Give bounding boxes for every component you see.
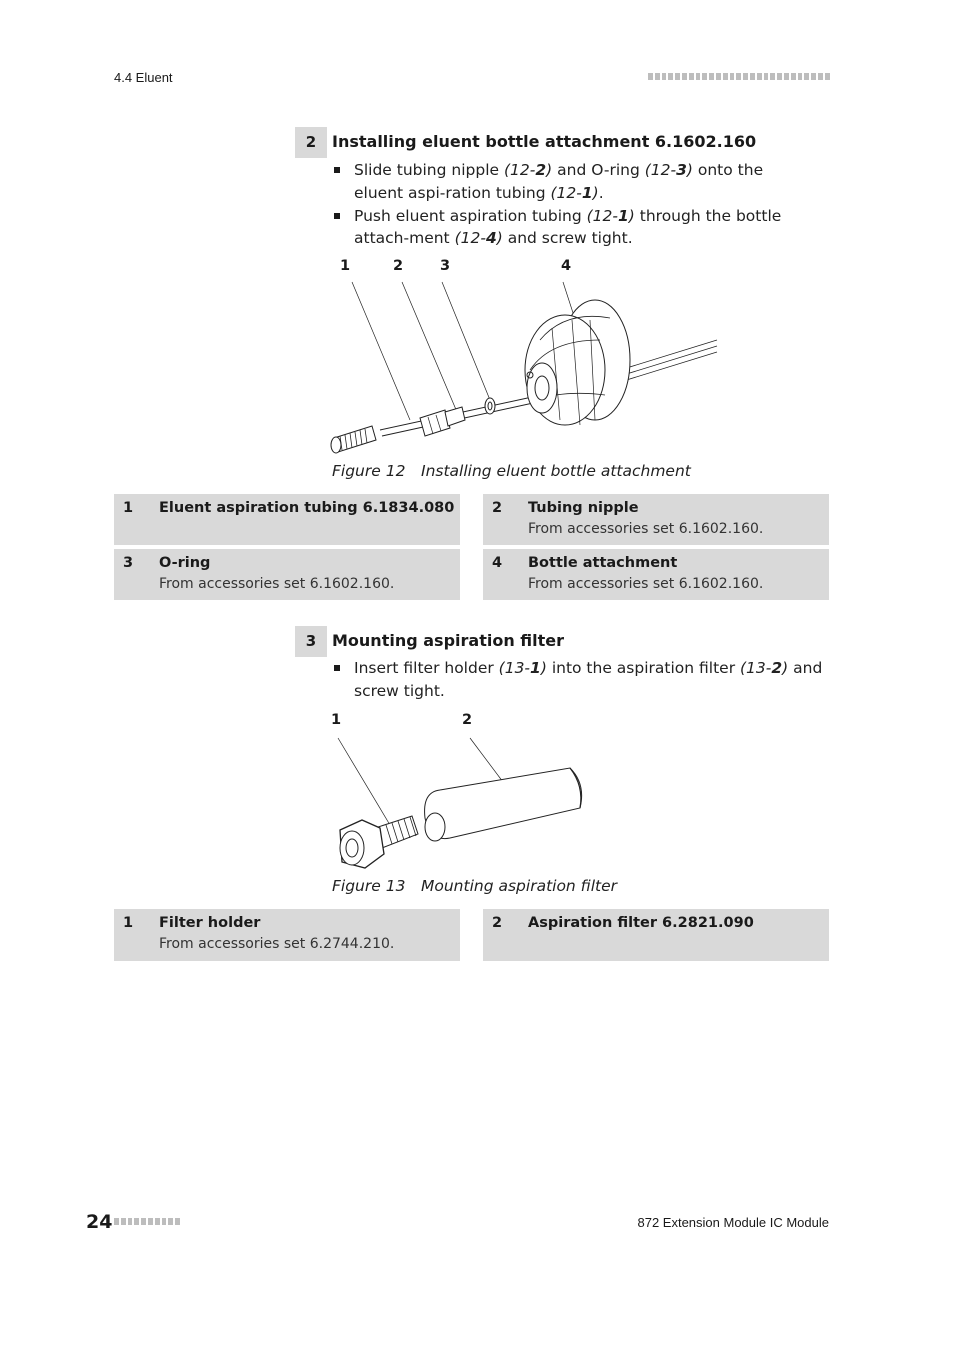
step-number: 3: [295, 626, 327, 657]
footer-decoration: [114, 1218, 180, 1225]
step-title: Installing eluent bottle attachment 6.1602.160: [332, 132, 757, 151]
figure-caption: Installing eluent bottle attachment: [421, 462, 691, 480]
aspiration-filter-illustration: [330, 730, 590, 875]
callout-1: 1: [331, 712, 342, 728]
bottle-attachment-illustration: [320, 270, 730, 465]
legend-item: 1 Filter holder From accessories set 6.2744.210.: [114, 909, 460, 961]
step-number: 2: [295, 127, 327, 158]
callout-1: 1: [340, 258, 351, 274]
legend-item: 1 Eluent aspiration tubing 6.1834.080: [114, 494, 460, 545]
document-title: 872 Extension Module IC Module: [637, 1215, 829, 1230]
running-header-section: 4.4 Eluent: [114, 70, 173, 85]
callout-3: 3: [440, 258, 451, 274]
legend-item: 3 O-ring From accessories set 6.1602.160.: [114, 549, 460, 600]
step-instructions: [332, 657, 832, 703]
legend-item: 2 Tubing nipple From accessories set 6.1602.160.: [483, 494, 829, 545]
page-number: 24: [86, 1211, 113, 1233]
instruction-bullet: Slide tubing nipple (12-2) and O-ring (12-3) onto the eluent aspi-ration tubing (12-1).: [332, 159, 812, 204]
callout-2: 2: [393, 258, 404, 274]
figure-label: Figure 12: [332, 462, 406, 480]
figure-caption: Mounting aspiration filter: [421, 877, 617, 895]
callout-4: 4: [561, 258, 572, 274]
figure-label: Figure 13: [332, 877, 406, 895]
callout-2: 2: [462, 712, 473, 728]
step-title: Mounting aspiration filter: [332, 631, 565, 650]
instruction-bullet: Insert filter holder (13-1) into the aspiration filter (13-2) and screw tight.: [332, 657, 832, 702]
instruction-bullet: Push eluent aspiration tubing (12-1) through the bottle attach-ment (12-4) and screw tight.: [332, 205, 812, 250]
legend-item: 4 Bottle attachment From accessories set 6.1602.160.: [483, 549, 829, 600]
legend-item: 2 Aspiration filter 6.2821.090: [483, 909, 829, 961]
header-decoration: [648, 73, 830, 80]
step-instructions: [332, 159, 812, 250]
